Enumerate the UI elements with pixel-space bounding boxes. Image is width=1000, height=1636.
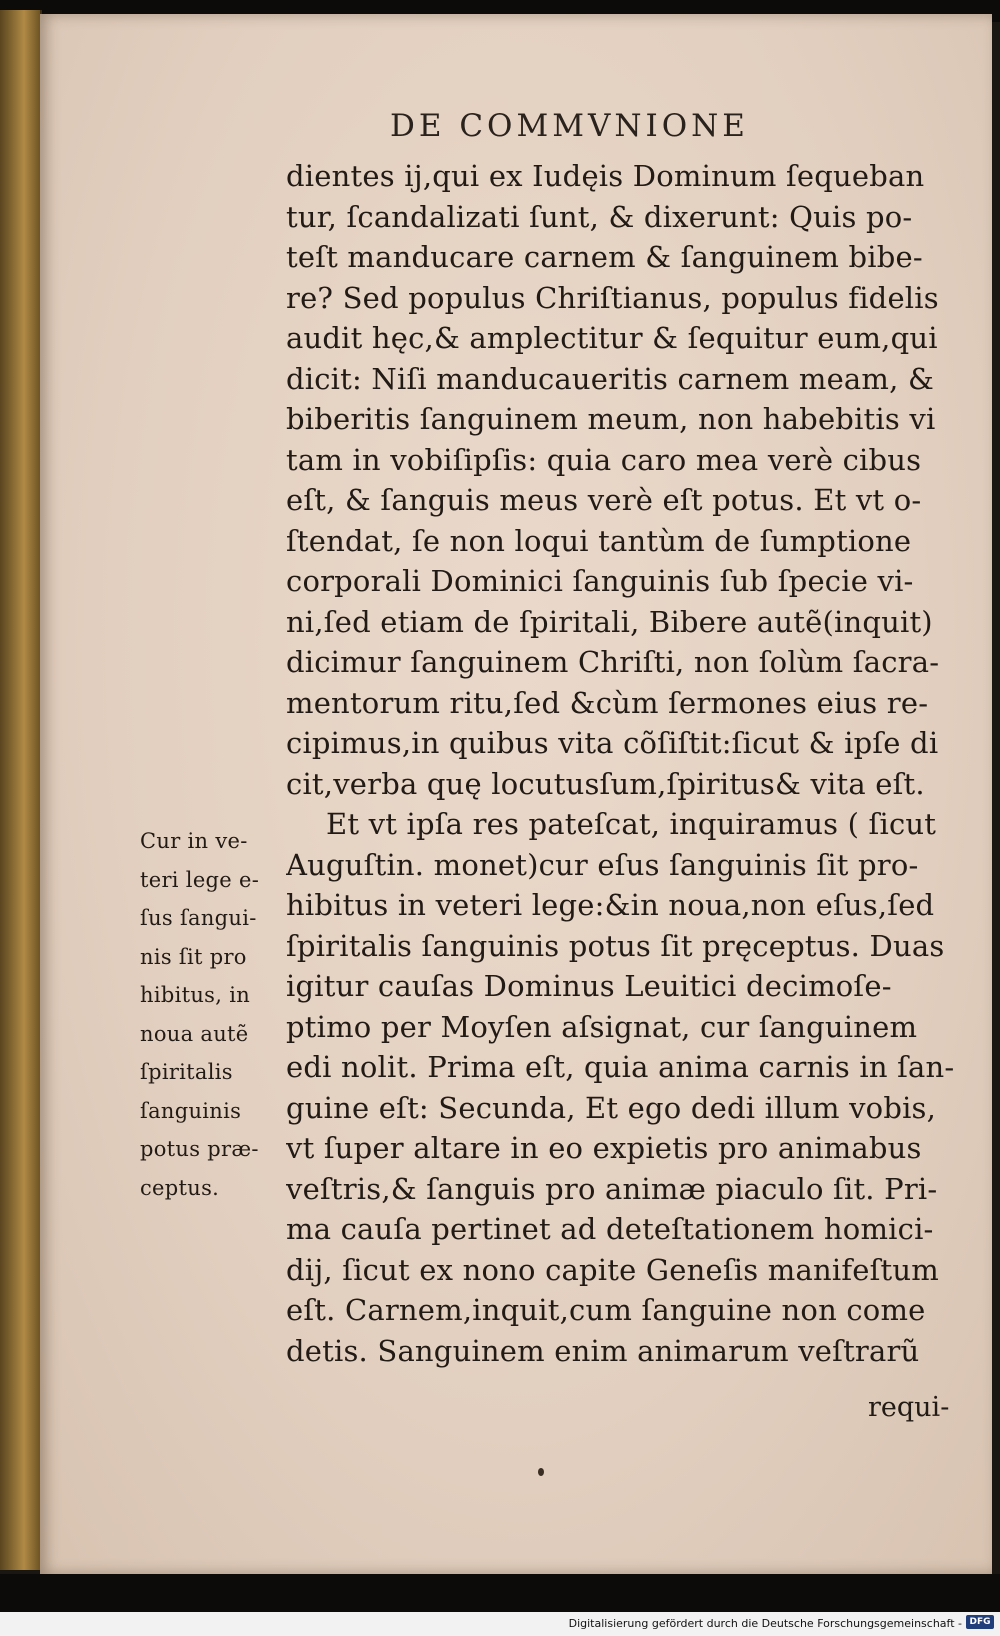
running-head: DE COMMVNIONE bbox=[390, 108, 749, 144]
text-line: dij, ſicut ex nono capite Geneſis manifeſtum bbox=[286, 1252, 939, 1287]
text-line: ni,ſed etiam de ſpiritali, Bibere autẽ(inquit) bbox=[286, 604, 933, 639]
text-line: ma cauſa pertinet ad deteſtationem homici- bbox=[286, 1212, 934, 1246]
text-line: teſt manducare carnem & ſanguinem bibe- bbox=[286, 240, 923, 274]
text-line: corporali Dominici ſanguinis ſub ſpecie vi- bbox=[286, 564, 914, 598]
text-line: eſt, & ſanguis meus verè eſt potus. Et vt o- bbox=[286, 483, 922, 517]
text-line: edi nolit. Prima eſt, quia anima carnis in ſan- bbox=[286, 1050, 955, 1084]
text-line: eſt. Carnem,inquit,cum ſanguine non come bbox=[286, 1293, 926, 1327]
text-line: dientes ij,qui ex Iudęis Dominum ſequeban bbox=[286, 159, 925, 193]
text-line: hibitus in veteri lege:&in noua,non eſus,ſed bbox=[286, 888, 935, 922]
marginal-line: hibitus, in bbox=[140, 983, 251, 1007]
marginal-line: teri lege e- bbox=[140, 867, 260, 892]
catchword: requi- bbox=[868, 1392, 950, 1423]
marginal-line: noua autẽ bbox=[140, 1021, 249, 1046]
text-line: guine eſt: Secunda, Et ego dedi illum vobis, bbox=[286, 1090, 937, 1125]
marginal-line: ceptus. bbox=[140, 1175, 220, 1200]
text-line: Et vt ipſa res pateſcat, inquiramus ( ſicut bbox=[326, 807, 937, 841]
marginal-note bbox=[140, 822, 288, 1207]
marginal-line: nis ſit pro bbox=[140, 944, 247, 969]
text-line: ptimo per Moyſen aſsignat, cur ſanguinem bbox=[286, 1009, 918, 1044]
text-line: cipimus,in quibus vita cõſiſtit:ſicut & ipſe di bbox=[286, 726, 939, 760]
marginal-line: Cur in ve- bbox=[140, 829, 248, 853]
dfg-logo-icon: DFG bbox=[966, 1615, 994, 1629]
text-line: dicit: Niſi manducaueritis carnem meam, & bbox=[286, 361, 934, 396]
text-line: dicimur ſanguinem Chriſti, non ſolùm ſacra- bbox=[286, 645, 940, 679]
text-line: igitur cauſas Dominus Leuitici decimoſe- bbox=[286, 969, 892, 1003]
text-line: re? Sed populus Chriſtianus, populus fidelis bbox=[286, 280, 939, 315]
text-line: mentorum ritu,ſed &cùm ſermones eius re- bbox=[286, 685, 929, 720]
marginal-line: ſanguinis bbox=[140, 1098, 242, 1123]
book-fore-edge bbox=[0, 10, 42, 1570]
marginal-line: ſus ſangui- bbox=[140, 906, 257, 930]
text-line: tam in vobiſipſis: quia caro mea verè cibus bbox=[286, 442, 922, 477]
text-line: audit hęc,& amplectitur & ſequitur eum,qui bbox=[286, 321, 938, 355]
printer-ornament-mark bbox=[538, 1468, 544, 1476]
text-line: cit,verba quę locutusſum,ſpiritus& vita eſt. bbox=[286, 766, 925, 801]
text-line: ſpiritalis ſanguinis potus ſit pręceptus. Duas bbox=[286, 928, 945, 963]
main-text-block bbox=[286, 156, 956, 1371]
text-line: tur, ſcandalizati ſunt, & dixerunt: Quis po- bbox=[286, 199, 913, 234]
text-line: Auguſtin. monet)cur eſus ſanguinis ſit pro- bbox=[286, 847, 919, 882]
text-line: detis. Sanguinem enim animarum veſtrarũ bbox=[286, 1333, 920, 1368]
text-line: veſtris,& ſanguis pro animæ piaculo ſit. Pri- bbox=[286, 1171, 938, 1206]
marginal-line: potus præ- bbox=[140, 1137, 259, 1161]
text-line: biberitis ſanguinem meum, non habebitis vi bbox=[286, 402, 936, 436]
marginal-line: ſpiritalis bbox=[140, 1060, 233, 1084]
text-line: vt ſuper altare in eo expietis pro animabus bbox=[286, 1131, 922, 1165]
text-line: ſtendat, ſe non loqui tantùm de ſumptione bbox=[286, 523, 912, 558]
funding-credit: Digitalisierung gefördert durch die Deutsche Forschungsgemeinschaft - bbox=[568, 1617, 962, 1630]
